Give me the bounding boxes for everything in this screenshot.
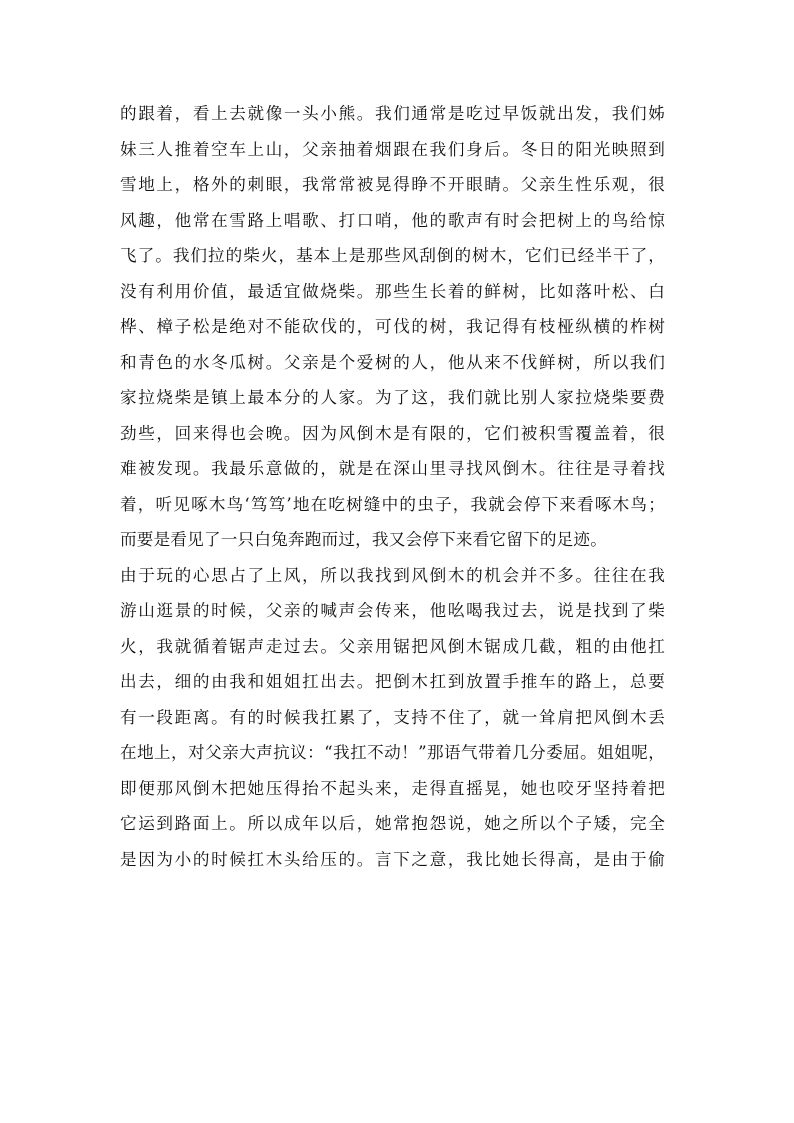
text-line: 的跟着，看上去就像一头小熊。我们通常是吃过早饭就出发，我们姊: [120, 104, 665, 123]
text-line: 难被发现。我最乐意做的，就是在深山里寻找风倒木。往往是寻着找: [120, 459, 665, 478]
text-line: 即便那风倒木把她压得抬不起头来，走得直摇晃，她也咬牙坚持着把: [120, 778, 665, 798]
text-line: 火，我就循着锯声走过去。父亲用锯把风倒木锯成几截，粗的由他扛: [120, 636, 665, 656]
text-line: 和青色的水冬瓜树。父亲是个爱树的人，他从来不伐鲜树，所以我们: [120, 352, 665, 372]
text-line: 桦、樟子松是绝对不能砍伐的，可伐的树，我记得有枝桠纵横的柞树: [120, 317, 665, 336]
text-line: 而要是看见了一只白兔奔跑而过，我又会停下来看它留下的足迹。: [120, 530, 608, 549]
text-line: 雪地上，格外的刺眼，我常常被晃得睁不开眼睛。父亲生性乐观，很: [120, 175, 665, 194]
text-line: 游山逛景的时候，父亲的喊声会传来，他吆喝我过去，说是找到了柴: [120, 601, 665, 620]
body-text: [120, 96, 665, 877]
text-line: 风趣，他常在雪路上唱歌、打口哨，他的歌声有时会把树上的鸟给惊: [120, 210, 665, 230]
text-line: 有一段距离。有的时候我扛累了，支持不住了，就一耸肩把风倒木丢: [120, 707, 665, 727]
text-line: 出去，细的由我和姐姐扛出去。把倒木扛到放置手推车的路上，总要: [120, 672, 665, 691]
text-line: 妹三人推着空车上山，父亲抽着烟跟在我们身后。冬日的阳光映照到: [120, 139, 665, 159]
text-line: 没有利用价值，最适宜做烧柴。那些生长着的鲜树，比如落叶松、白: [120, 281, 665, 301]
text-line: 它运到路面上。所以成年以后，她常抱怨说，她之所以个子矮，完全: [120, 814, 665, 833]
text-line: 劲些，回来得也会晚。因为风倒木是有限的，它们被积雪覆盖着，很: [120, 423, 665, 443]
text-line: 在地上，对父亲大声抗议：“我扛不动！”那语气带着几分委屈。姐姐呢，: [120, 743, 665, 762]
text-line: 飞了。我们拉的柴火，基本上是那些风刮倒的树木，它们已经半干了，: [120, 246, 665, 265]
text-line: 由于玩的心思占了上风，所以我找到风倒木的机会并不多。往往在我: [120, 565, 665, 585]
text-line: 是因为小的时候扛木头给压的。言下之意，我比她长得高，是由于偷: [120, 849, 665, 869]
text-line: 家拉烧柴是镇上最本分的人家。为了这，我们就比别人家拉烧柴要费: [120, 388, 665, 407]
text-line: 着，听见啄木鸟‘笃笃’地在吃树缝中的虫子，我就会停下来看啄木鸟；: [120, 494, 665, 514]
